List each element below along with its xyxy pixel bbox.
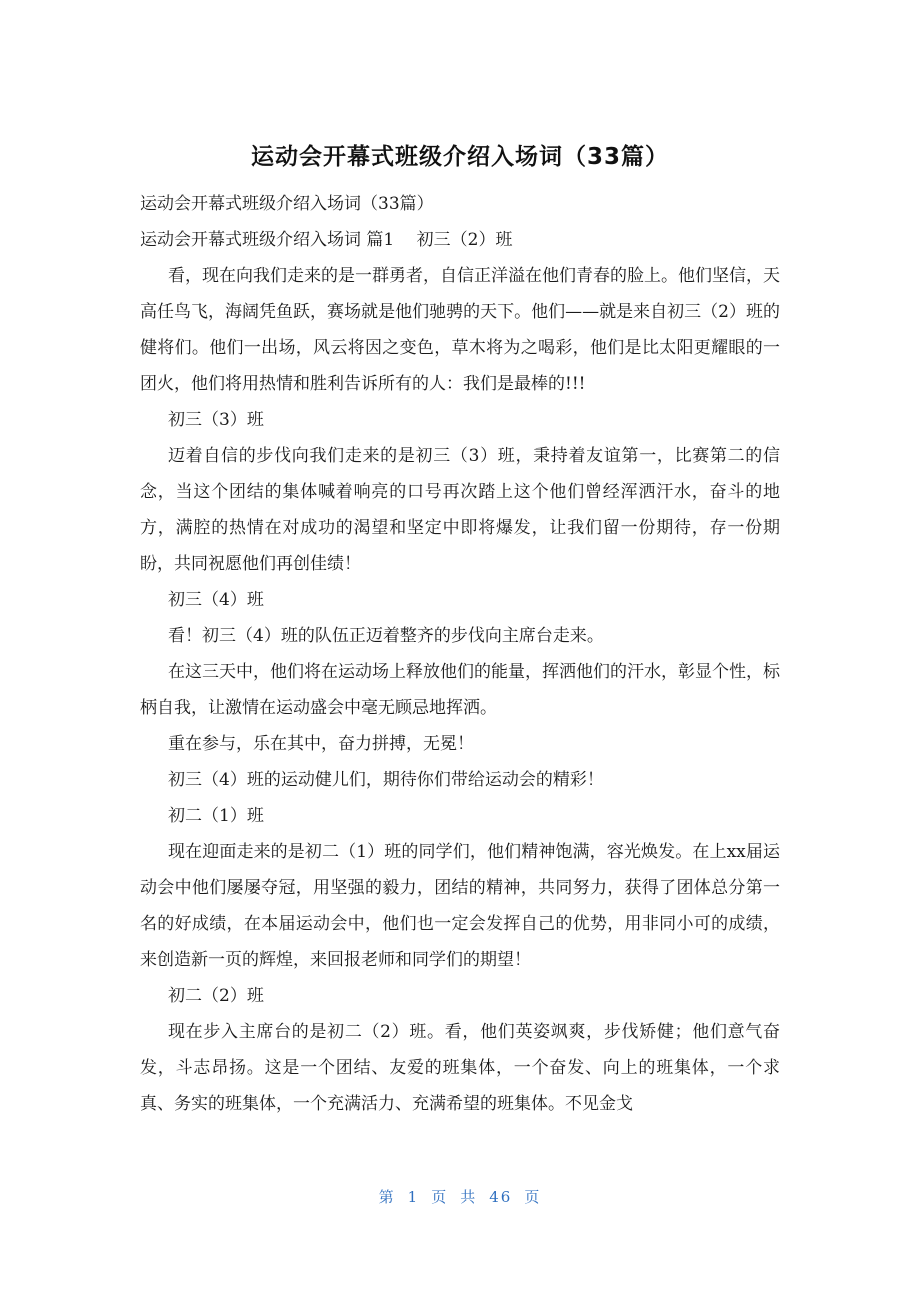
paragraph: 现在步入主席台的是初二（2）班。看，他们英姿飒爽，步伐矫健；他们意气奋发，斗志昂扬。这是一个团结、友爱的班集体，一个奋发、向上的班集体，一个求真、务实的班集体，一个充满活力、充满希望的班集体。不见金戈 <box>140 1022 780 1114</box>
footer-word: 第 <box>378 1188 396 1206</box>
section-heading: 初二（1）班 <box>168 806 264 826</box>
paragraph: 在这三天中，他们将在运动场上释放他们的能量，挥洒他们的汗水，彰显个性，标柄自我，让激情在运动盛会中毫无顾忌地挥洒。 <box>140 662 780 718</box>
page-footer <box>0 1186 920 1207</box>
document-title: 运动会开幕式班级介绍入场词（33篇） <box>250 144 669 170</box>
current-page-number: 1 <box>407 1188 420 1206</box>
paragraph: 重在参与，乐在其中，奋力拼搏，无冕！ <box>168 734 474 754</box>
document-body <box>140 186 780 1122</box>
paragraph: 现在迎面走来的是初二（1）班的同学们，他们精神饱满，容光焕发。在上xx届运动会中他们屡屡夺冠，用坚强的毅力，团结的精神，共同努力，获得了团体总分第一名的好成绩，在本届运动会中，他们也一定会发挥自己的优势，用非同小可的成绩，来创造新一页的辉煌，来回报老师和同学们的期望！ <box>140 842 780 970</box>
section-heading: 初三（4）班 <box>168 590 264 610</box>
paragraph: 看！初三（4）班的队伍正迈着整齐的步伐向主席台走来。 <box>168 626 604 646</box>
footer-word: 共 <box>460 1188 478 1206</box>
section-heading: 初三（3）班 <box>168 410 264 430</box>
paragraph: 看，现在向我们走来的是一群勇者，自信正洋溢在他们青春的脸上。他们坚信，天高任鸟飞，海阔凭鱼跃，赛场就是他们驰骋的天下。他们——就是来自初三（2）班的健将们。他们一出场，风云将因之变色，草木将为之喝彩，他们是比太阳更耀眼的一团火，他们将用热情和胜利告诉所有的人：我们是最棒的!!! <box>140 266 780 394</box>
paragraph: 迈着自信的步伐向我们走来的是初三（3）班，秉持着友谊第一，比赛第二的信念，当这个团结的集体喊着响亮的口号再次踏上这个他们曾经浑洒汗水，奋斗的地方，满腔的热情在对成功的渴望和坚定中即将爆发，让我们留一份期待，存一份期盼，共同祝愿他们再创佳绩！ <box>140 446 780 574</box>
footer-word: 页 <box>524 1188 542 1206</box>
paragraph: 初三（4）班的运动健儿们，期待你们带给运动会的精彩！ <box>168 770 604 790</box>
total-pages-number: 46 <box>489 1188 513 1206</box>
section-heading: 初二（2）班 <box>168 986 264 1006</box>
paragraph: 运动会开幕式班级介绍入场词 篇1 初三（2）班 <box>140 230 513 250</box>
paragraph: 运动会开幕式班级介绍入场词（33篇） <box>140 194 434 214</box>
footer-word: 页 <box>431 1188 449 1206</box>
